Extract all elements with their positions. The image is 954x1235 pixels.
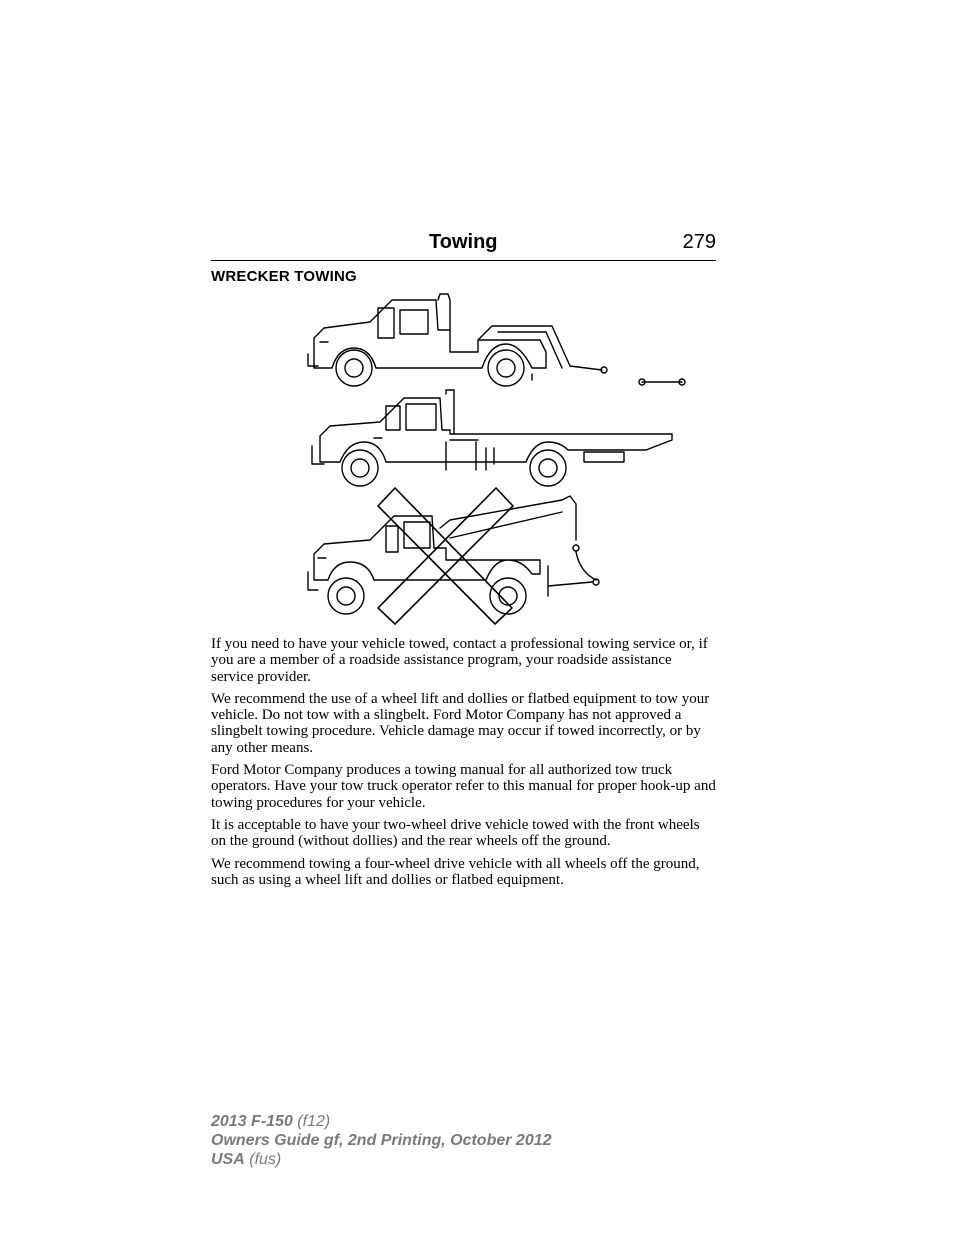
slingbelt-wrecker-truck [308, 496, 599, 614]
page-footer [211, 1112, 552, 1169]
paragraph: We recommend the use of a wheel lift and dollies or flatbed equipment to tow your vehicle. Do not tow with a slingbelt. Ford Motor Company has not approved a slingbelt towing procedure. Vehicle damage may occur if towed incorrectly, or by any other means. [211, 690, 710, 756]
page-number: 279 [682, 231, 716, 253]
page-header [211, 228, 716, 261]
wrecker-towing-illustration [300, 290, 690, 625]
flatbed-truck [312, 390, 672, 486]
paragraph: If you need to have your vehicle towed, contact a professional towing service or, if you are a member of a roadside assistance program, your roadside assistance service provider. [211, 636, 708, 685]
wheel-lift-truck [308, 294, 685, 386]
paragraph: Ford Motor Company produces a towing manual for all authorized tow truck operators. Have your tow truck operator refer to this manual for proper hook-up and towing procedures for your vehicle. [211, 762, 716, 811]
footer-line-edition: Owners Guide gf, 2nd Printing, October 2012 [211, 1132, 552, 1149]
paragraph: It is acceptable to have your two-wheel drive vehicle towed with the front wheels on the ground (without dollies) and the rear wheels off the ground. [211, 816, 700, 850]
footer-line-market: USA (fus) [211, 1151, 282, 1168]
section-heading: WRECKER TOWING [211, 268, 357, 285]
footer-line-model: 2013 F-150 (f12) [211, 1113, 331, 1130]
paragraph: We recommend towing a four-wheel drive vehicle with all wheels off the ground, such as using a wheel lift and dollies or flatbed equipment. [211, 855, 700, 888]
chapter-title: Towing [429, 231, 498, 253]
body-text [211, 636, 716, 894]
